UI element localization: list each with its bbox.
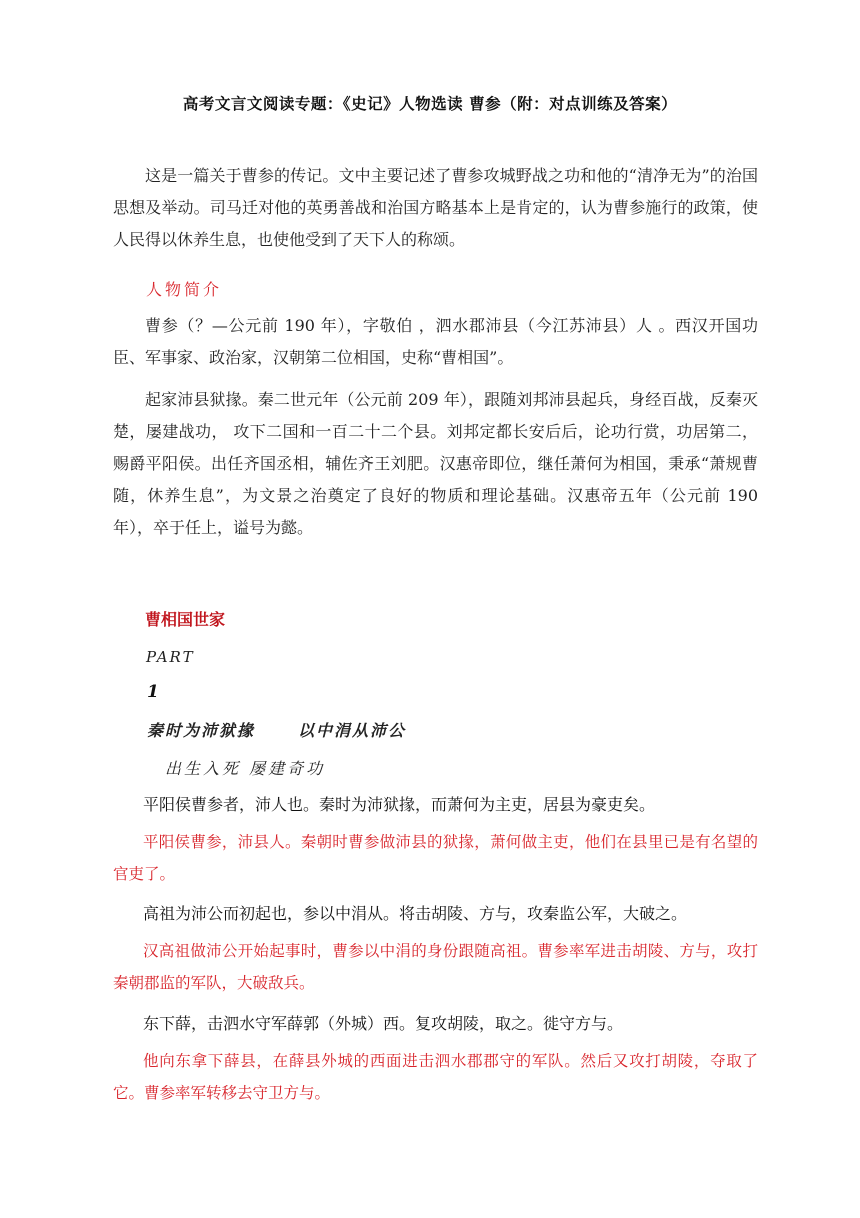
profile-paragraph-2: 起家沛县狱掾。秦二世元年（公元前 209 年），跟随刘邦沛县起兵，身经百战，反秦灭楚，屡建战功， 攻下二国和一百二十二个县。刘邦定都长安后后，论功行赏，功居第二，赐爵平阳侯。出任齐国丞相，辅佐齐王刘肥。汉惠帝即位，继任萧何为相国，秉承“萧规曹随，休养生息”，为文景之治奠定了良好的物质和理论基础。汉惠帝五年（公元前 190 年），卒于任上，谥号为懿。 xyxy=(113,390,758,537)
profile-heading: 人物简介 xyxy=(146,280,223,299)
intro-paragraph: 这是一篇关于曹参的传记。文中主要记述了曹参攻城野战之功和他的“清净无为”的治国思想及举动。司马迁对他的英勇善战和治国方略基本上是肯定的，认为曹参施行的政策，使人民得以休养生息，也使他受到了天下人的称颂。 xyxy=(113,166,758,249)
passage-original: 平阳侯曹参者，沛人也。秦时为沛狱掾，而萧何为主吏，居县为豪吏矣。 xyxy=(143,795,656,814)
subtitle-c: 出生入死 屡建奇功 xyxy=(165,759,326,778)
passage-original: 东下薛，击泗水守军薛郭（外城）西。复攻胡陵，取之。徙守方与。 xyxy=(143,1014,624,1033)
passage-original: 高祖为沛公而初起也，参以中涓从。将击胡陵、方与，攻秦监公军，大破之。 xyxy=(143,904,688,923)
passage-translation: 他向东拿下薛县，在薛县外城的西面进击泗水郡郡守的军队。然后又攻打胡陵，夺取了它。曹参率军转移去守卫方与。 xyxy=(113,1052,758,1102)
part-number: 1 xyxy=(147,682,159,702)
passage-translation: 平阳侯曹参，沛县人。秦朝时曹参做沛县的狱掾，萧何做主吏，他们在县里已是有名望的官吏了。 xyxy=(113,833,758,883)
section-heading: 曹相国世家 xyxy=(145,610,226,629)
part-label: PART xyxy=(146,648,195,666)
subtitle-b: 以中涓从沛公 xyxy=(298,721,407,740)
subtitle-a: 秦时为沛狱掾 xyxy=(147,721,256,740)
profile-paragraph-1: 曹参（？—公元前 190 年），字敬伯 ，泗水郡沛县（今江苏沛县）人 。西汉开国功臣、军事家、政治家，汉朝第二位相国，史称“曹相国”。 xyxy=(113,316,758,367)
document-title: 高考文言文阅读专题：《史记》人物选读 曹参（附：对点训练及答案） xyxy=(182,95,678,113)
passage-translation: 汉高祖做沛公开始起事时，曹参以中涓的身份跟随高祖。曹参率军进击胡陵、方与，攻打秦朝郡监的军队，大破敌兵。 xyxy=(113,942,758,992)
